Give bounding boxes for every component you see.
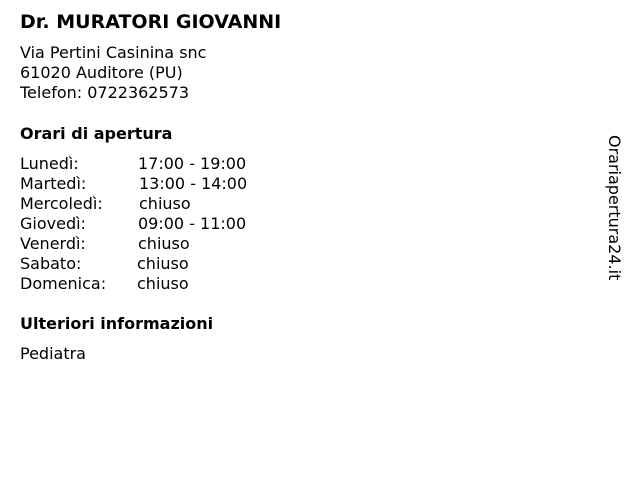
- hours-day: Martedì:: [20, 174, 87, 193]
- hours-day: Domenica:: [20, 274, 107, 293]
- hours-day: Lunedì:: [20, 154, 79, 173]
- specialty-value: Pediatra: [20, 344, 86, 363]
- hours-day: Sabato:: [20, 254, 82, 273]
- hours-time: chiuso: [138, 234, 190, 253]
- opening-hours-heading: Orari di apertura: [20, 124, 173, 143]
- hours-time: 13:00 - 14:00: [139, 174, 248, 193]
- additional-info-heading: Ulteriori informazioni: [20, 314, 214, 333]
- address-phone: Telefon: 0722362573: [20, 83, 190, 102]
- hours-time: 17:00 - 19:00: [138, 154, 247, 173]
- hours-day: Venerdì:: [20, 234, 86, 253]
- site-watermark: Orariapertura24.it: [605, 135, 624, 281]
- hours-day: Mercoledì:: [20, 194, 103, 213]
- hours-time: chiuso: [139, 194, 191, 213]
- hours-time: chiuso: [137, 274, 189, 293]
- hours-day: Giovedì:: [20, 214, 86, 233]
- doctor-name: Dr. MURATORI GIOVANNI: [20, 11, 282, 33]
- hours-time: chiuso: [137, 254, 189, 273]
- address-block: [20, 43, 206, 103]
- hours-time: 09:00 - 11:00: [138, 214, 247, 233]
- address-street: Via Pertini Casinina snc: [20, 43, 207, 62]
- address-city: 61020 Auditore (PU): [20, 63, 183, 82]
